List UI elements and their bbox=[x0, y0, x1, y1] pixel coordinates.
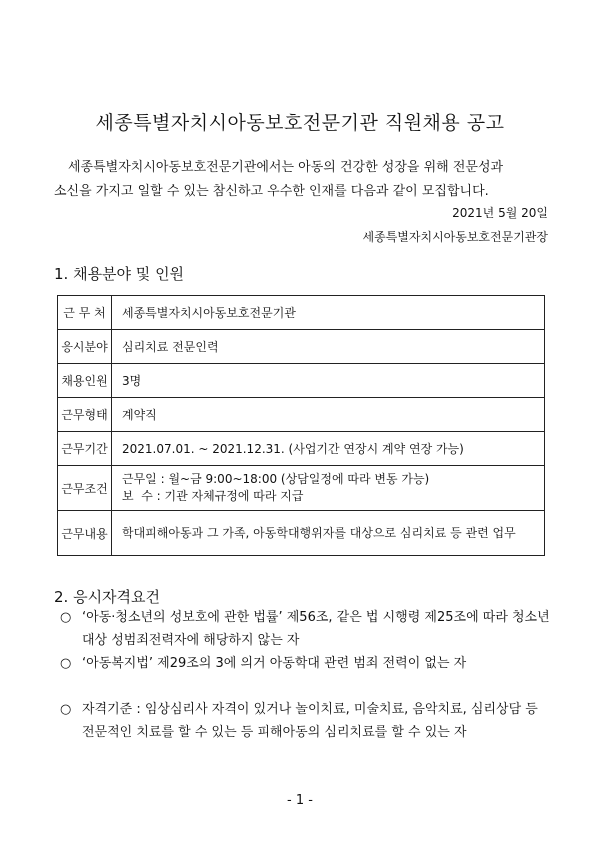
circle-bullet-icon: ○ bbox=[60, 610, 72, 625]
row-key: 채용인원 bbox=[58, 364, 112, 398]
circle-bullet-icon: ○ bbox=[60, 656, 72, 671]
eligibility-list bbox=[60, 606, 550, 744]
row-value: 세종특별자치시아동보호전문기관 bbox=[112, 296, 545, 330]
table-row bbox=[58, 364, 545, 398]
list-item bbox=[60, 606, 550, 652]
row-value bbox=[112, 466, 545, 511]
row-key: 근 무 처 bbox=[58, 296, 112, 330]
circle-bullet-icon: ○ bbox=[60, 702, 72, 717]
list-item bbox=[60, 652, 550, 675]
page-number: - 1 - bbox=[287, 793, 313, 808]
section-2-heading: 2. 응시자격요건 bbox=[54, 588, 161, 606]
table-row bbox=[58, 511, 545, 556]
list-item bbox=[60, 698, 550, 744]
notice-date: 2021년 5월 20일 bbox=[452, 206, 548, 220]
issuer-name: 세종특별자치시아동보호전문기관장 bbox=[362, 230, 548, 244]
row-key: 근무조건 bbox=[58, 466, 112, 511]
table-row bbox=[58, 398, 545, 432]
row-key: 근무기간 bbox=[58, 432, 112, 466]
recruitment-table bbox=[57, 295, 545, 556]
row-key: 근무내용 bbox=[58, 511, 112, 556]
table-row bbox=[58, 432, 545, 466]
intro-paragraph bbox=[54, 156, 550, 204]
row-key: 응시분야 bbox=[58, 330, 112, 364]
list-item-text: ‘아동·청소년의 성보호에 관한 법률’ 제56조, 같은 법 시행령 제25조에 따라 청소년대상 성범죄전력자에 해당하지 않는 자 bbox=[82, 610, 550, 648]
row-value: 3명 bbox=[112, 364, 545, 398]
list-item-text: 자격기준 : 임상심리사 자격이 있거나 놀이치료, 미술치료, 음악치료, 심리상담 등 전문적인 치료를 할 수 있는 등 피해아동의 심리치료를 할 수 있는 자 bbox=[82, 702, 538, 740]
page-title: 세종특별자치시아동보호전문기관 직원채용 공고 bbox=[95, 112, 505, 134]
row-value: 심리치료 전문인력 bbox=[112, 330, 545, 364]
salary-line: 보 수 : 기관 자체규정에 따라 지급 bbox=[122, 489, 304, 503]
row-key: 근무형태 bbox=[58, 398, 112, 432]
section-1-heading: 1. 채용분야 및 인원 bbox=[54, 265, 185, 283]
intro-line-2: 소신을 가지고 일할 수 있는 참신하고 우수한 인재를 다음과 같이 모집합니다. bbox=[54, 184, 489, 199]
row-value: 계약직 bbox=[112, 398, 545, 432]
list-item-text: ‘아동복지법’ 제29조의 3에 의거 아동학대 관련 범죄 전력이 없는 자 bbox=[82, 656, 467, 671]
table-row bbox=[58, 466, 545, 511]
intro-line-1: 세종특별자치시아동보호전문기관에서는 아동의 건강한 성장을 위해 전문성과 bbox=[68, 160, 504, 175]
row-value: 학대피해아동과 그 가족, 아동학대행위자를 대상으로 심리치료 등 관련 업무 bbox=[112, 511, 545, 556]
table-row bbox=[58, 296, 545, 330]
work-days-line: 근무일 : 월~금 9:00~18:00 (상담일정에 따라 변동 가능) bbox=[122, 472, 430, 486]
row-value: 2021.07.01. ~ 2021.12.31. (사업기간 연장시 계약 연장 가능) bbox=[112, 432, 545, 466]
table-row bbox=[58, 330, 545, 364]
